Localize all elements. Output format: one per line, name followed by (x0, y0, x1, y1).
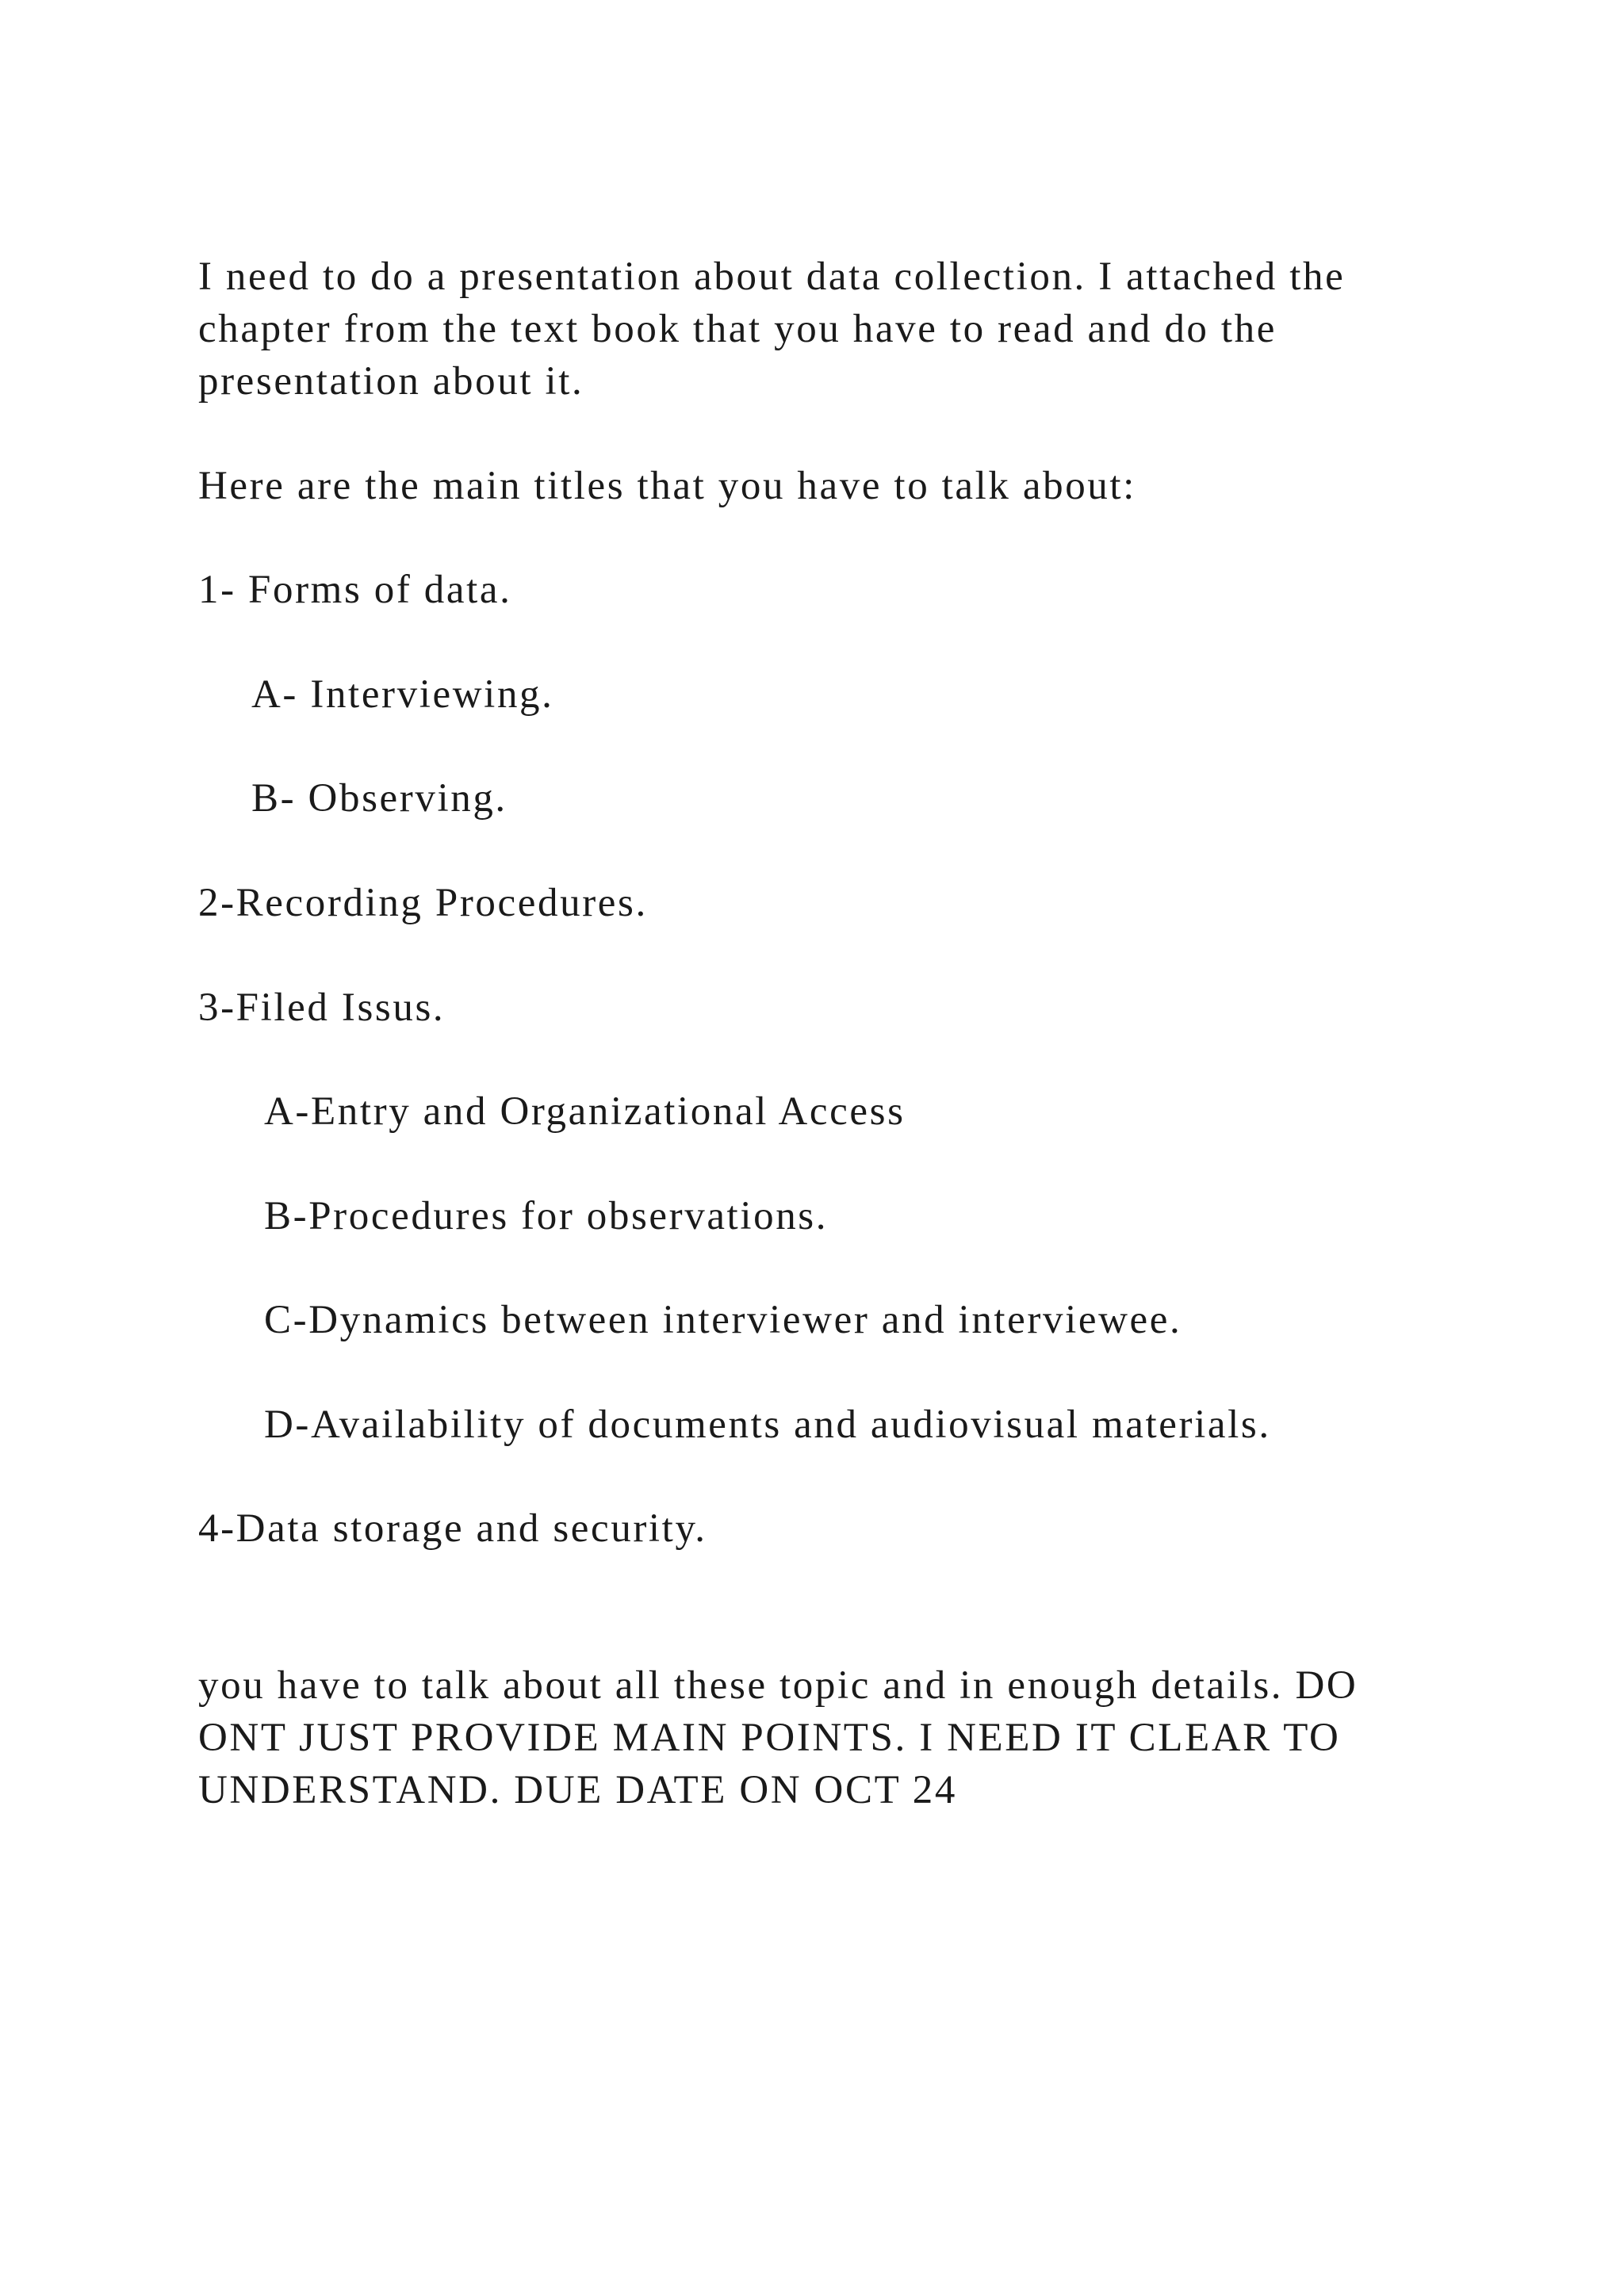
closing-line-3: UNDERSTAND. DUE DATE ON OCT 24 (198, 1768, 957, 1812)
outline-item-4: 4-Data storage and security. (198, 1506, 707, 1551)
outline-item-1a: A- Interviewing. (251, 672, 554, 717)
outline-item-3b: B-Procedures for observations. (264, 1194, 829, 1238)
outline-item-3c: C-Dynamics between interviewer and interviewee. (264, 1298, 1182, 1342)
titles-intro: Here are the main titles that you have to talk about: (198, 464, 1136, 508)
outline-item-1b: B- Observing. (251, 776, 508, 821)
intro-line-1: I need to do a presentation about data collection. I attached the (198, 254, 1346, 299)
closing-line-1: you have to talk about all these topic and in enough details. DO (198, 1663, 1358, 1708)
outline-item-2: 2-Recording Procedures. (198, 881, 648, 925)
intro-line-2: chapter from the text book that you have to read and do the (198, 307, 1277, 351)
closing-line-2: ONT JUST PROVIDE MAIN POINTS. I NEED IT CLEAR TO (198, 1716, 1341, 1760)
outline-item-3: 3-Filed Issus. (198, 985, 446, 1030)
intro-line-3: presentation about it. (198, 359, 584, 404)
outline-item-3a: A-Entry and Organizational Access (264, 1089, 906, 1134)
outline-item-3d: D-Availability of documents and audiovisual materials. (264, 1402, 1271, 1447)
outline-item-1: 1- Forms of data. (198, 568, 512, 612)
